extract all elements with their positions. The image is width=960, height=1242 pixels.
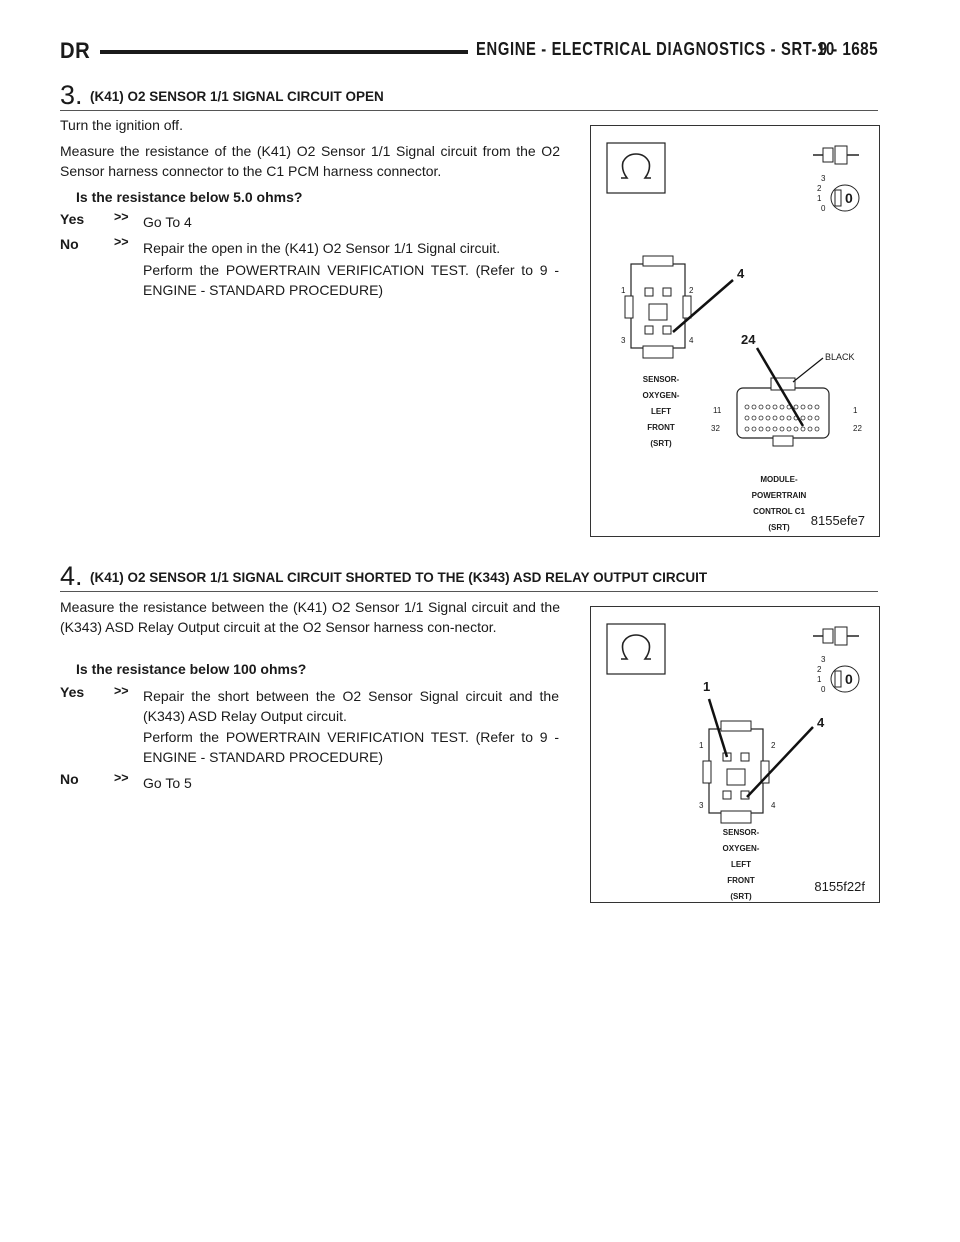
header-title: ENGINE - ELECTRICAL DIAGNOSTICS - SRT-10 — [476, 39, 835, 59]
sensor-pin: 1 — [621, 286, 626, 295]
sensor-pin: 2 — [771, 741, 776, 750]
yes-label: Yes — [60, 211, 85, 227]
dial-mark: 2 — [817, 665, 822, 674]
no-answer: Go To 5 — [143, 775, 192, 791]
page-header — [60, 38, 878, 64]
yes-label: Yes — [60, 684, 85, 700]
step-3-question: Is the resistance below 5.0 ohms? — [76, 189, 303, 205]
step-3-instruction-1: Turn the ignition off. — [60, 117, 183, 133]
step-4-instruction: Measure the resistance between the (K41) O2 Sensor 1/1 Signal circuit and the (K343) ASD Relay Output circuit at the O2 Sensor harness con-nector. — [60, 599, 560, 635]
label-line: SENSOR- — [722, 828, 760, 837]
heading-rule — [60, 110, 878, 111]
yes-answer: Repair the short between the O2 Sensor Signal circuit and the (K343) ASD Relay Output circuit. — [143, 688, 559, 724]
page-number: 9 - 1685 — [818, 39, 878, 59]
dial-mark: 0 — [821, 204, 826, 213]
label-line: MODULE- — [760, 475, 798, 484]
label-line: SENSOR- — [642, 375, 680, 384]
label-line: OXYGEN- — [722, 844, 760, 853]
dial-mark: 1 — [817, 675, 822, 684]
label-line: CONTROL C1 — [753, 507, 805, 516]
step-title: (K41) O2 SENSOR 1/1 SIGNAL CIRCUIT OPEN — [90, 89, 384, 104]
step-number: 3. — [60, 80, 83, 110]
label-line: LEFT — [731, 860, 751, 869]
sensor-pin: 1 — [699, 741, 704, 750]
header-rule — [100, 50, 468, 54]
label-line: POWERTRAIN — [751, 491, 807, 500]
dial-mark: 2 — [817, 184, 822, 193]
pcm-pin: 11 — [713, 406, 722, 415]
step-title: (K41) O2 SENSOR 1/1 SIGNAL CIRCUIT SHORTED TO THE (K343) ASD RELAY OUTPUT CIRCUIT — [90, 570, 708, 585]
heading-rule — [60, 591, 878, 592]
no-answer-followup: Perform the POWERTRAIN VERIFICATION TEST. (Refer to 9 - ENGINE - STANDARD PROCEDURE) — [143, 262, 559, 298]
sensor-pin: 3 — [621, 336, 626, 345]
sensor-pin: 3 — [699, 801, 704, 810]
dial-mark: 3 — [821, 655, 826, 664]
step-3-instruction-2: Measure the resistance of the (K41) O2 Sensor 1/1 Signal circuit from the O2 Sensor harness connector to the C1 PCM harness connector. — [60, 143, 560, 179]
sensor-pin: 4 — [771, 801, 776, 810]
dial-mark: 3 — [821, 174, 826, 183]
no-arrow: >> — [114, 235, 129, 249]
yes-arrow: >> — [114, 210, 129, 224]
black-label: BLACK — [825, 352, 855, 362]
label-line: (SRT) — [768, 523, 790, 532]
dial-mark: 0 — [821, 685, 826, 694]
pcm-label — [731, 474, 827, 534]
callout-4: 4 — [817, 715, 825, 730]
figure-8155efe7 — [590, 125, 880, 537]
no-label: No — [60, 771, 79, 787]
no-arrow: >> — [114, 771, 129, 785]
callout-1: 1 — [703, 679, 711, 694]
step-number: 4. — [60, 561, 83, 591]
label-line: (SRT) — [650, 439, 672, 448]
figure-code: 8155f22f — [814, 879, 865, 894]
meter-zero: 0 — [845, 671, 853, 687]
label-line: FRONT — [727, 876, 755, 885]
label-line: OXYGEN- — [642, 391, 680, 400]
yes-answer: Go To 4 — [143, 214, 192, 230]
yes-answer-followup: Perform the POWERTRAIN VERIFICATION TEST. (Refer to 9 - ENGINE - STANDARD PROCEDURE) — [143, 729, 559, 765]
label-line: (SRT) — [730, 892, 752, 901]
callout-4: 4 — [737, 266, 745, 281]
sensor-pin: 4 — [689, 336, 694, 345]
no-label: No — [60, 236, 79, 252]
sensor-label — [703, 827, 779, 903]
callout-24: 24 — [741, 332, 756, 347]
pcm-pin: 32 — [711, 424, 720, 433]
sensor-pin: 2 — [689, 286, 694, 295]
figure-code: 8155efe7 — [810, 513, 865, 528]
pcm-pin: 22 — [853, 424, 862, 433]
meter-zero: 0 — [845, 190, 853, 206]
yes-arrow: >> — [114, 684, 129, 698]
no-answer: Repair the open in the (K41) O2 Sensor 1/1 Signal circuit. — [143, 240, 501, 256]
figure-8155f22f — [590, 606, 880, 903]
label-line: FRONT — [647, 423, 675, 432]
sensor-label — [623, 374, 699, 450]
label-line: LEFT — [651, 407, 671, 416]
pcm-pin: 1 — [853, 406, 858, 415]
header-model: DR — [60, 38, 91, 63]
dial-mark: 1 — [817, 194, 822, 203]
step-4-question: Is the resistance below 100 ohms? — [76, 661, 307, 677]
